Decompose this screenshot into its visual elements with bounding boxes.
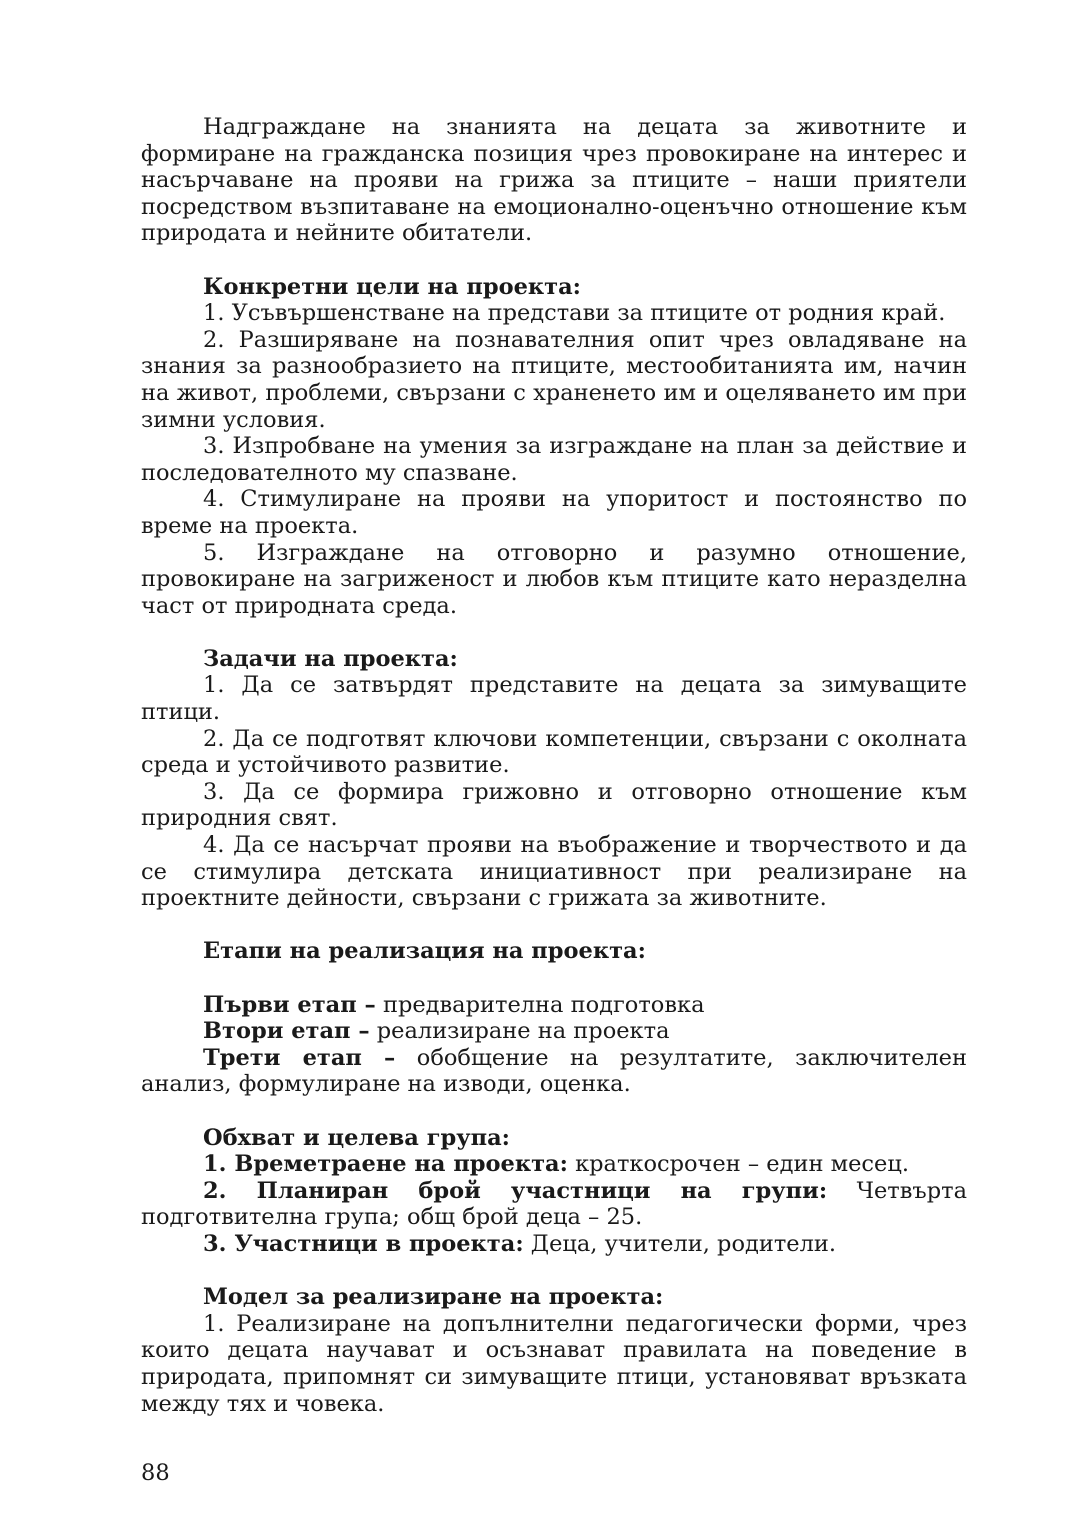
goal-item: 5. Изграждане на отговорно и разумно отношение, провокиране на загриженост и любов към птиците като неразделна част от природната среда. <box>141 539 967 619</box>
task-item: 3. Да се формира грижовно и отговорно отношение към природния свят. <box>141 778 967 832</box>
stages-heading: Етапи на реализация на проекта: <box>203 938 646 965</box>
model-item: 1. Реализиране на допълнителни педагогически форми, чрез които децата научават и осъзнават правилата на поведение в природата, припомнят си зимуващите птици, установяват връзката между тях и човека. <box>141 1310 967 1417</box>
task-item: 1. Да се затвърдят представите на децата за зимуващите птици. <box>141 672 967 726</box>
tasks-heading: Задачи на проекта: <box>203 645 458 672</box>
page-number: 88 <box>141 1460 170 1486</box>
scope-heading: Обхват и целева група: <box>203 1124 510 1151</box>
goal-item: 1. Усъвършенстване на представи за птиците от родния край. <box>203 300 946 327</box>
goals-heading: Конкретни цели на проекта: <box>203 273 581 300</box>
scope-item: 1. Времетраене на проекта: краткосрочен – един месец. <box>203 1151 909 1178</box>
goal-item: 2. Разширяване на познавателния опит чрез овладяване на знания за разнообразието на птиците, местообитанията им, начин на живот, проблеми, свързани с храненето им и оцеляването им при зимни условия. <box>141 326 967 433</box>
page-body <box>141 114 967 1417</box>
scope-item: 2. Планиран брой участници на групи: Четвърта подготвителна група; общ брой деца – 25. <box>141 1177 967 1231</box>
stage-item: Втори етап – реализиране на проекта <box>203 1018 670 1045</box>
stage-item: Първи етап – предварителна подготовка <box>203 991 705 1018</box>
scope-item: 3. Участници в проекта: Деца, учители, родители. <box>203 1230 837 1257</box>
stage-item: Трети етап – обобщение на резултатите, заключителен анализ, формулиране на изводи, оценка. <box>141 1044 967 1098</box>
goal-item: 4. Стимулиране на прояви на упоритост и постоянство по време на проекта. <box>141 486 967 539</box>
task-item: 2. Да се подготвят ключови компетенции, свързани с околната среда и устойчивото развитие. <box>141 725 967 779</box>
model-heading: Модел за реализиране на проекта: <box>203 1284 664 1311</box>
intro-paragraph: Надграждане на знанията на децата за животните и формиране на гражданска позиция чрез провокиране на интерес и насърчаване на прояви на грижа за птиците – наши приятели посредством възпитаване на емоционално-оценъчно отношение към природата и нейните обитатели. <box>141 114 967 247</box>
task-item: 4. Да се насърчат прояви на въображение и творчеството и да се стимулира детската инициативност при реализиране на проектните дейности, свързани с грижата за животните. <box>141 832 967 912</box>
goal-item: 3. Изпробване на умения за изграждане на план за действие и последователното му спазване. <box>141 433 967 486</box>
